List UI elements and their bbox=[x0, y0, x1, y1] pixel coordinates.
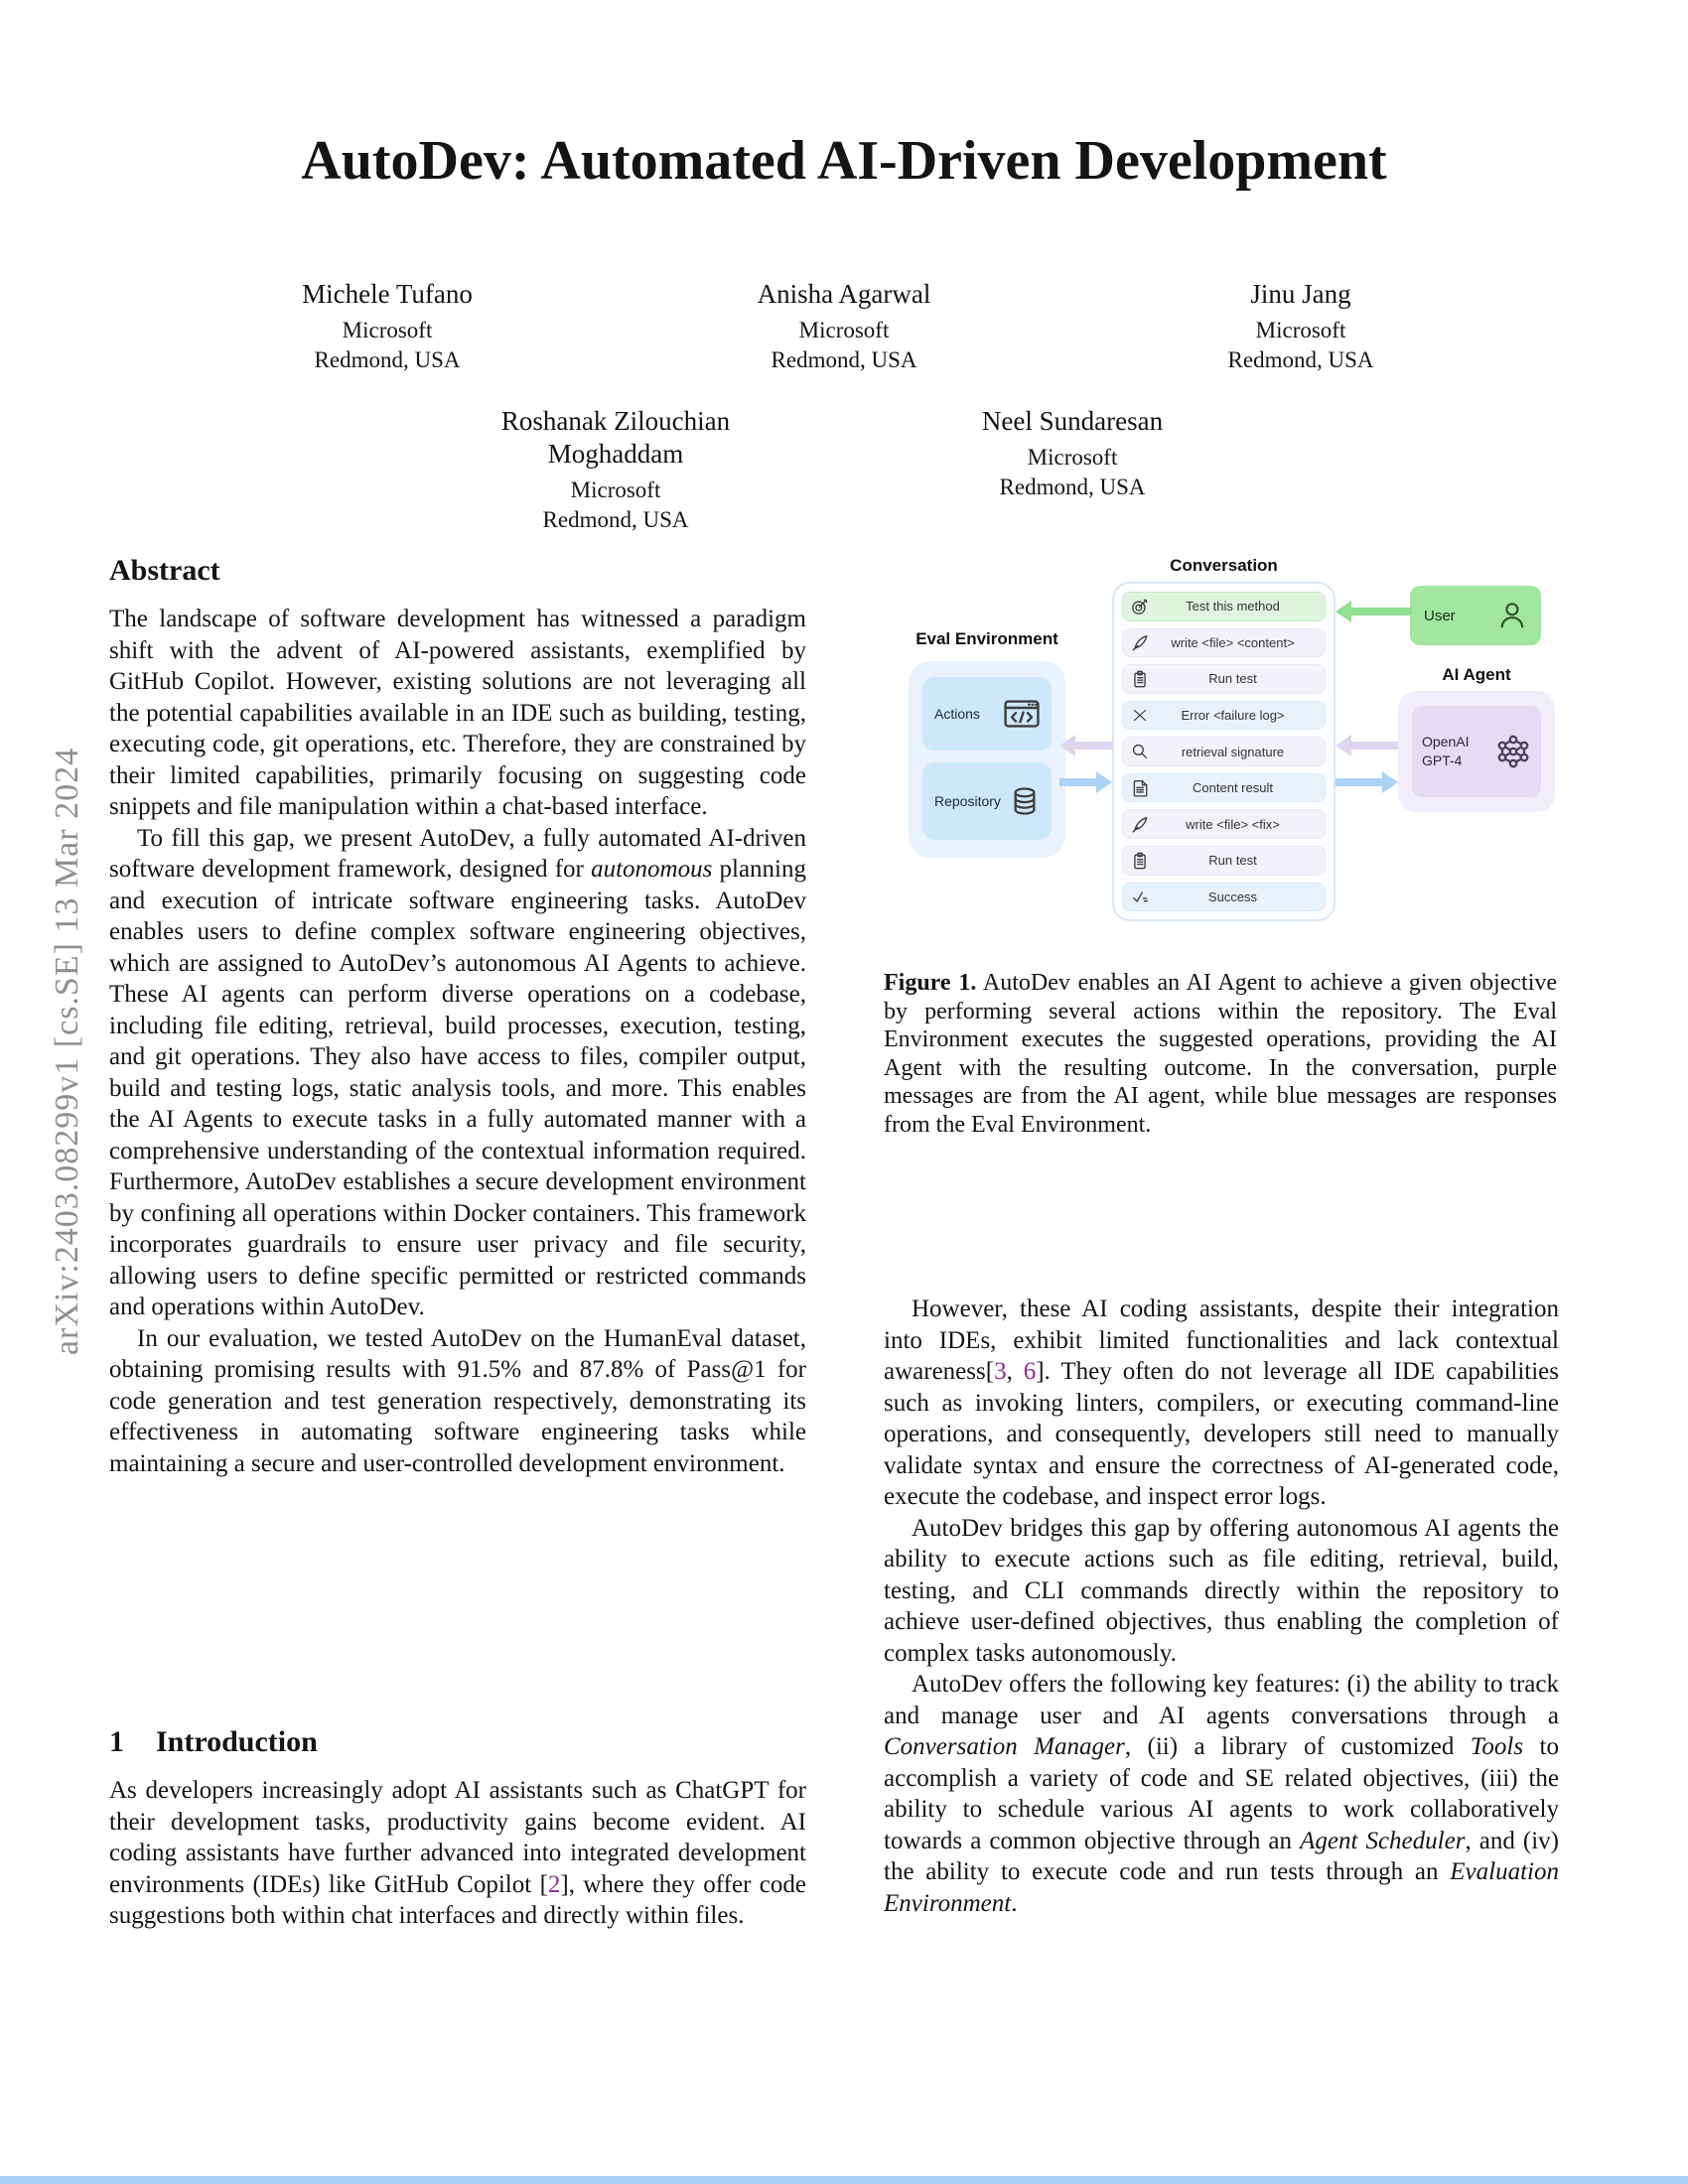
author-location: Redmond, USA bbox=[771, 347, 917, 372]
repository-box bbox=[922, 762, 1052, 840]
abstract-paragraph: In our evaluation, we tested AutoDev on the HumanEval dataset, obtaining promising results with 91.5% and 87.8% of Pass@1 for code generation and test generation respectively, demonstrating its effectiveness in automating software engineering tasks while maintaining a secure and user-controlled development environment. bbox=[109, 1324, 806, 1477]
conversation-message bbox=[1122, 846, 1326, 876]
conversation-message bbox=[1122, 628, 1326, 658]
section-title: Introduction bbox=[156, 1725, 318, 1758]
repository-label: Repository bbox=[934, 793, 1001, 809]
openai-gpt4-box bbox=[1412, 706, 1541, 797]
model-name-line2: GPT-4 bbox=[1422, 752, 1463, 768]
quill-icon bbox=[1131, 633, 1149, 651]
clipboard-icon bbox=[1131, 670, 1149, 688]
abstract-section bbox=[109, 554, 806, 1479]
conversation-message bbox=[1122, 883, 1326, 912]
text-run: , bbox=[1006, 1358, 1024, 1385]
code-window-icon bbox=[1004, 700, 1040, 728]
author-org: Microsoft bbox=[570, 478, 661, 502]
author-name: Anisha Agarwal bbox=[757, 279, 931, 309]
neural-network-icon bbox=[1495, 734, 1531, 769]
text-run: To fill this gap, we present AutoDev, a fully automated AI-driven software development framework, designed for bbox=[109, 824, 806, 883]
paper-title: AutoDev: Automated AI-Driven Development bbox=[301, 130, 1387, 192]
citation-link-6[interactable]: 6 bbox=[1023, 1358, 1037, 1385]
author-location: Redmond, USA bbox=[999, 475, 1146, 499]
italic-text-run: Tools bbox=[1470, 1733, 1524, 1760]
author-org: Microsoft bbox=[342, 318, 433, 342]
database-icon bbox=[1010, 786, 1040, 816]
message-text: Run test bbox=[1208, 671, 1257, 687]
text-run: to accomplish a variety of code and SE related objectives, (iii) the ability to schedule various AI agents to work collaboratively towards a common objective through an bbox=[884, 1733, 1559, 1854]
user-box bbox=[1410, 586, 1541, 645]
text-run: , and (iv) the ability to execute code and run tests through an bbox=[884, 1827, 1559, 1885]
author-org: Microsoft bbox=[1027, 445, 1118, 470]
conversation-label: Conversation bbox=[1170, 556, 1278, 575]
italic-text-run: autonomous bbox=[591, 856, 713, 883]
introduction-heading bbox=[109, 1725, 806, 1759]
citation-link-3[interactable]: 3 bbox=[994, 1358, 1007, 1385]
message-text: Content result bbox=[1193, 780, 1273, 796]
text-run: , (ii) a library of customized bbox=[1124, 1733, 1471, 1760]
conversation-message bbox=[1122, 592, 1326, 621]
author-org: Microsoft bbox=[798, 318, 890, 342]
eval-environment-label: Eval Environment bbox=[915, 629, 1058, 648]
text-run: planning and execution of intricate software engineering tasks. AutoDev enables users to define complex software engineering objectives, which are assigned to AutoDev’s autonomous AI Agents to achieve. These AI agents can perform diverse operations on a codebase, including file editing, retrieval, build processes, execution, testing, and git operations. They also have access to files, compiler output, build and testing logs, static analysis tools, and more. This enables the AI Agents to execute tasks in a fully automated manner with a comprehensive understanding of the contextual information required. Furthermore, AutoDev establishes a secure development environment by confining all operations within Docker containers. This framework incorporates guardrails to ensure user privacy and file security, allowing users to define specific permitted or restricted commands and operations within AutoDev. bbox=[109, 856, 806, 1320]
introduction-section bbox=[109, 1725, 806, 1932]
arxiv-stamp: arXiv:2403.08299v1 [cs.SE] 13 Mar 2024 bbox=[49, 747, 85, 1356]
author-location: Redmond, USA bbox=[1227, 347, 1374, 372]
citation-link-2[interactable]: 2 bbox=[547, 1870, 561, 1898]
conversation-message bbox=[1122, 737, 1326, 766]
model-name bbox=[1422, 733, 1469, 770]
clipboard-icon bbox=[1131, 852, 1149, 870]
conversation-message bbox=[1122, 664, 1326, 694]
figure-caption-text: AutoDev enables an AI Agent to achieve a given objective by performing several actions within the repository. The Eval Environment executes the suggested operations, providing the AI Agent with the resulting outcome. In the conversation, purple messages are from the AI agent, while blue messages are responses from the Eval Environment. bbox=[884, 970, 1558, 1138]
conversation-message bbox=[1122, 701, 1326, 731]
author-name: Michele Tufano bbox=[302, 279, 473, 309]
message-text: write <file> <content> bbox=[1171, 634, 1295, 650]
conversation-message bbox=[1122, 773, 1326, 803]
body-paragraph bbox=[884, 1669, 1559, 1919]
author-name: Jinu Jang bbox=[1250, 279, 1351, 309]
author-org: Microsoft bbox=[1255, 318, 1346, 342]
model-name-line1: OpenAI bbox=[1422, 734, 1470, 750]
message-text: retrieval signature bbox=[1181, 744, 1285, 759]
message-text: write <file> <fix> bbox=[1186, 816, 1280, 832]
author-block bbox=[1142, 278, 1460, 375]
user-label: User bbox=[1424, 607, 1456, 624]
target-icon bbox=[1131, 598, 1149, 615]
conversation-to-eval-arrow bbox=[1059, 735, 1112, 756]
actions-label: Actions bbox=[934, 706, 980, 722]
quill-icon bbox=[1131, 815, 1149, 833]
x-icon bbox=[1131, 706, 1149, 724]
body-paragraph: AutoDev bridges this gap by offering autonomous AI agents the ability to execute actions such as file editing, retrieval, build, testing, and CLI commands directly within the repository to achieve user-defined objectives, thus enabling the completion of complex tasks autonomously. bbox=[884, 1514, 1559, 1667]
introduction-paragraph bbox=[109, 1775, 806, 1932]
person-icon bbox=[1495, 600, 1527, 631]
message-text: Success bbox=[1207, 888, 1258, 904]
message-text: Test this method bbox=[1186, 599, 1280, 614]
author-block bbox=[457, 405, 774, 535]
text-run: However, these AI coding assistants, despite their integration into IDEs, exhibit limited functionalities and lack contextual awareness[ bbox=[884, 1296, 1559, 1385]
right-column-text bbox=[884, 1294, 1559, 1919]
document-icon bbox=[1131, 779, 1149, 797]
figure-caption-label: Figure 1. bbox=[884, 970, 977, 996]
text-run: AutoDev offers the following key features: (i) the ability to track and manage user and AI agents conversations through a bbox=[884, 1671, 1559, 1729]
section-number: 1 bbox=[109, 1725, 124, 1758]
text-run: As developers increasingly adopt AI assistants such as ChatGPT for their development tasks, productivity gains become evident. AI coding assistants have further advanced into integrated development environments (IDEs) like GitHub Copilot [ bbox=[109, 1777, 806, 1898]
ai-agent-label: AI Agent bbox=[1442, 665, 1511, 684]
check-icon bbox=[1131, 887, 1149, 905]
italic-text-run: Conversation Manager bbox=[884, 1733, 1125, 1760]
agent-to-conversation-arrow bbox=[1336, 735, 1398, 756]
conversation-message bbox=[1122, 809, 1326, 839]
actions-box bbox=[922, 677, 1052, 751]
text-run: ]. They often do not leverage all IDE capabilities such as invoking linters, compilers, or executing command-line operations, and consequently, developers still need to manually validate syntax and ensure the correctness of AI-generated code, execute the codebase, and inspect error logs. bbox=[884, 1358, 1560, 1510]
message-text: Error <failure log> bbox=[1181, 707, 1285, 723]
figure-1-caption bbox=[884, 969, 1557, 1139]
abstract-paragraph bbox=[109, 823, 806, 1323]
italic-text-run: Agent Scheduler bbox=[1300, 1827, 1466, 1854]
text-run: . bbox=[1011, 1889, 1018, 1917]
author-name: Roshanak Zilouchian Moghaddam bbox=[500, 406, 731, 469]
magnifier-icon bbox=[1131, 743, 1149, 760]
message-text: Run test bbox=[1208, 853, 1257, 869]
conversation-panel bbox=[1112, 582, 1336, 921]
conversation-to-agent-arrow bbox=[1336, 771, 1398, 793]
body-paragraph bbox=[884, 1294, 1559, 1513]
user-to-conversation-arrow bbox=[1336, 601, 1412, 622]
author-location: Redmond, USA bbox=[542, 507, 689, 532]
author-block bbox=[914, 405, 1231, 502]
italic-text-run: Evaluation Environment bbox=[884, 1858, 1559, 1917]
text-run: ], where they offer code suggestions both within chat interfaces and directly within files. bbox=[109, 1870, 806, 1929]
abstract-paragraph: The landscape of software development has witnessed a paradigm shift with the advent of AI-powered assistants, exemplified by GitHub Copilot. However, existing solutions are not leveraging all the potential capabilities available in an IDE such as building, testing, executing code, git operations, etc. Therefore, they are constrained by their limited capabilities, primarily focusing on suggesting code snippets and file manipulation within a chat-based interface. bbox=[109, 606, 806, 820]
author-block bbox=[685, 278, 1003, 375]
eval-to-conversation-arrow bbox=[1059, 771, 1112, 793]
abstract-heading: Abstract bbox=[109, 554, 220, 587]
figure-1-diagram bbox=[864, 544, 1559, 961]
author-location: Redmond, USA bbox=[314, 347, 461, 372]
author-block bbox=[228, 278, 546, 375]
author-name: Neel Sundaresan bbox=[981, 406, 1164, 436]
page-bottom-divider bbox=[0, 2176, 1688, 2184]
